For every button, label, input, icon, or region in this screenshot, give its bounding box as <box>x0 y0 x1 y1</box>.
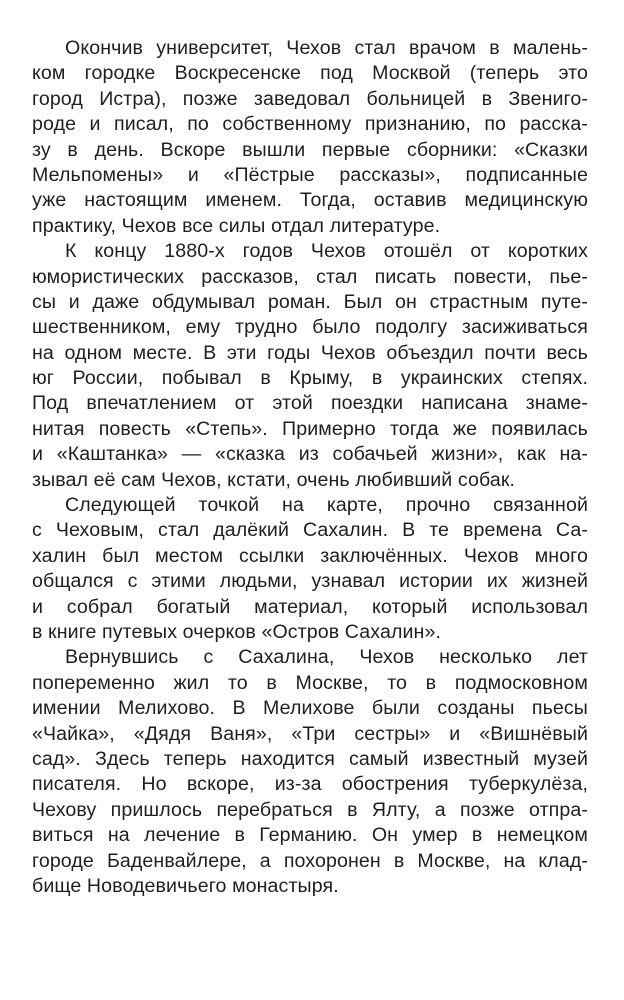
text-line: Вернувшись с Сахалина, Чехов несколько лет <box>65 646 588 669</box>
text-line: бище Новодевичьего монастыря. <box>32 874 339 897</box>
text-line: на одном месте. В эти годы Чехов объездил почти весь <box>32 341 588 364</box>
text-line: Следующей точкой на карте, прочно связанной <box>65 494 588 517</box>
text-line: шественником, ему трудно было подолгу засиживаться <box>32 316 588 339</box>
text-line: нитая повесть «Степь». Примерно тогда же появилась <box>32 417 588 440</box>
text-line: виться на лечение в Германию. Он умер в немецком <box>32 824 588 847</box>
text-line: сы и даже обдумывал роман. Был он страстным путе- <box>32 290 588 313</box>
text-line: юмористических рассказов, стал писать повести, пье- <box>32 265 588 288</box>
text-line: город Истра), позже заведовал больницей в Звениго- <box>32 87 588 110</box>
paragraph-4 <box>32 645 588 899</box>
text-line: зу в день. Вскоре вышли первые сборники: «Сказки <box>32 138 588 161</box>
text-line: практику, Чехов все силы отдал литературе. <box>32 214 441 237</box>
text-line: зывал её сам Чехов, кстати, очень любивший собак. <box>32 468 516 491</box>
text-line: уже настоящим именем. Тогда, оставив медицинскую <box>32 189 588 212</box>
page-text <box>32 36 588 899</box>
text-line: К концу 1880-х годов Чехов отошёл от коротких <box>65 240 588 263</box>
paragraph-3 <box>32 493 588 645</box>
text-line: и собрал богатый материал, который использовал <box>32 595 588 618</box>
text-line: общался с этими людьми, узнавал истории их жизней <box>32 570 588 593</box>
paragraph-2 <box>32 239 588 493</box>
text-line: Чехову пришлось перебраться в Ялту, а позже отпра- <box>32 798 588 821</box>
text-line: «Чайка», «Дядя Ваня», «Три сестры» и «Вишнёвый <box>32 722 588 745</box>
text-line: с Чеховым, стал далёкий Сахалин. В те времена Са- <box>32 519 588 542</box>
text-line: городе Баденвайлере, а похоронен в Москве, на клад- <box>32 849 588 872</box>
text-line: Мельпомены» и «Пёстрые рассказы», подписанные <box>32 163 588 186</box>
text-line: Под впечатлением от этой поездки написана знаме- <box>32 392 588 415</box>
text-line: и «Каштанка» — «сказка из собачьей жизни», как на- <box>32 443 588 466</box>
text-line: роде и писал, по собственному признанию, по расска- <box>32 113 588 136</box>
text-line: ком городке Воскресенске под Москвой (теперь это <box>32 62 588 85</box>
text-line: имении Мелихово. В Мелихове были созданы пьесы <box>32 697 588 720</box>
text-line: в книге путевых очерков «Остров Сахалин». <box>32 620 441 643</box>
text-line: Окончив университет, Чехов стал врачом в малень- <box>65 37 588 59</box>
text-line: юг России, побывал в Крыму, в украинских степях. <box>32 367 588 390</box>
text-line: попеременно жил то в Москве, то в подмосковном <box>32 671 588 694</box>
text-line: сад». Здесь теперь находится самый известный музей <box>32 747 588 770</box>
paragraph-1 <box>32 36 588 239</box>
text-line: халин был местом ссылки заключённых. Чехов много <box>32 544 588 567</box>
text-line: писателя. Но вскоре, из-за обострения туберкулёза, <box>32 773 588 796</box>
